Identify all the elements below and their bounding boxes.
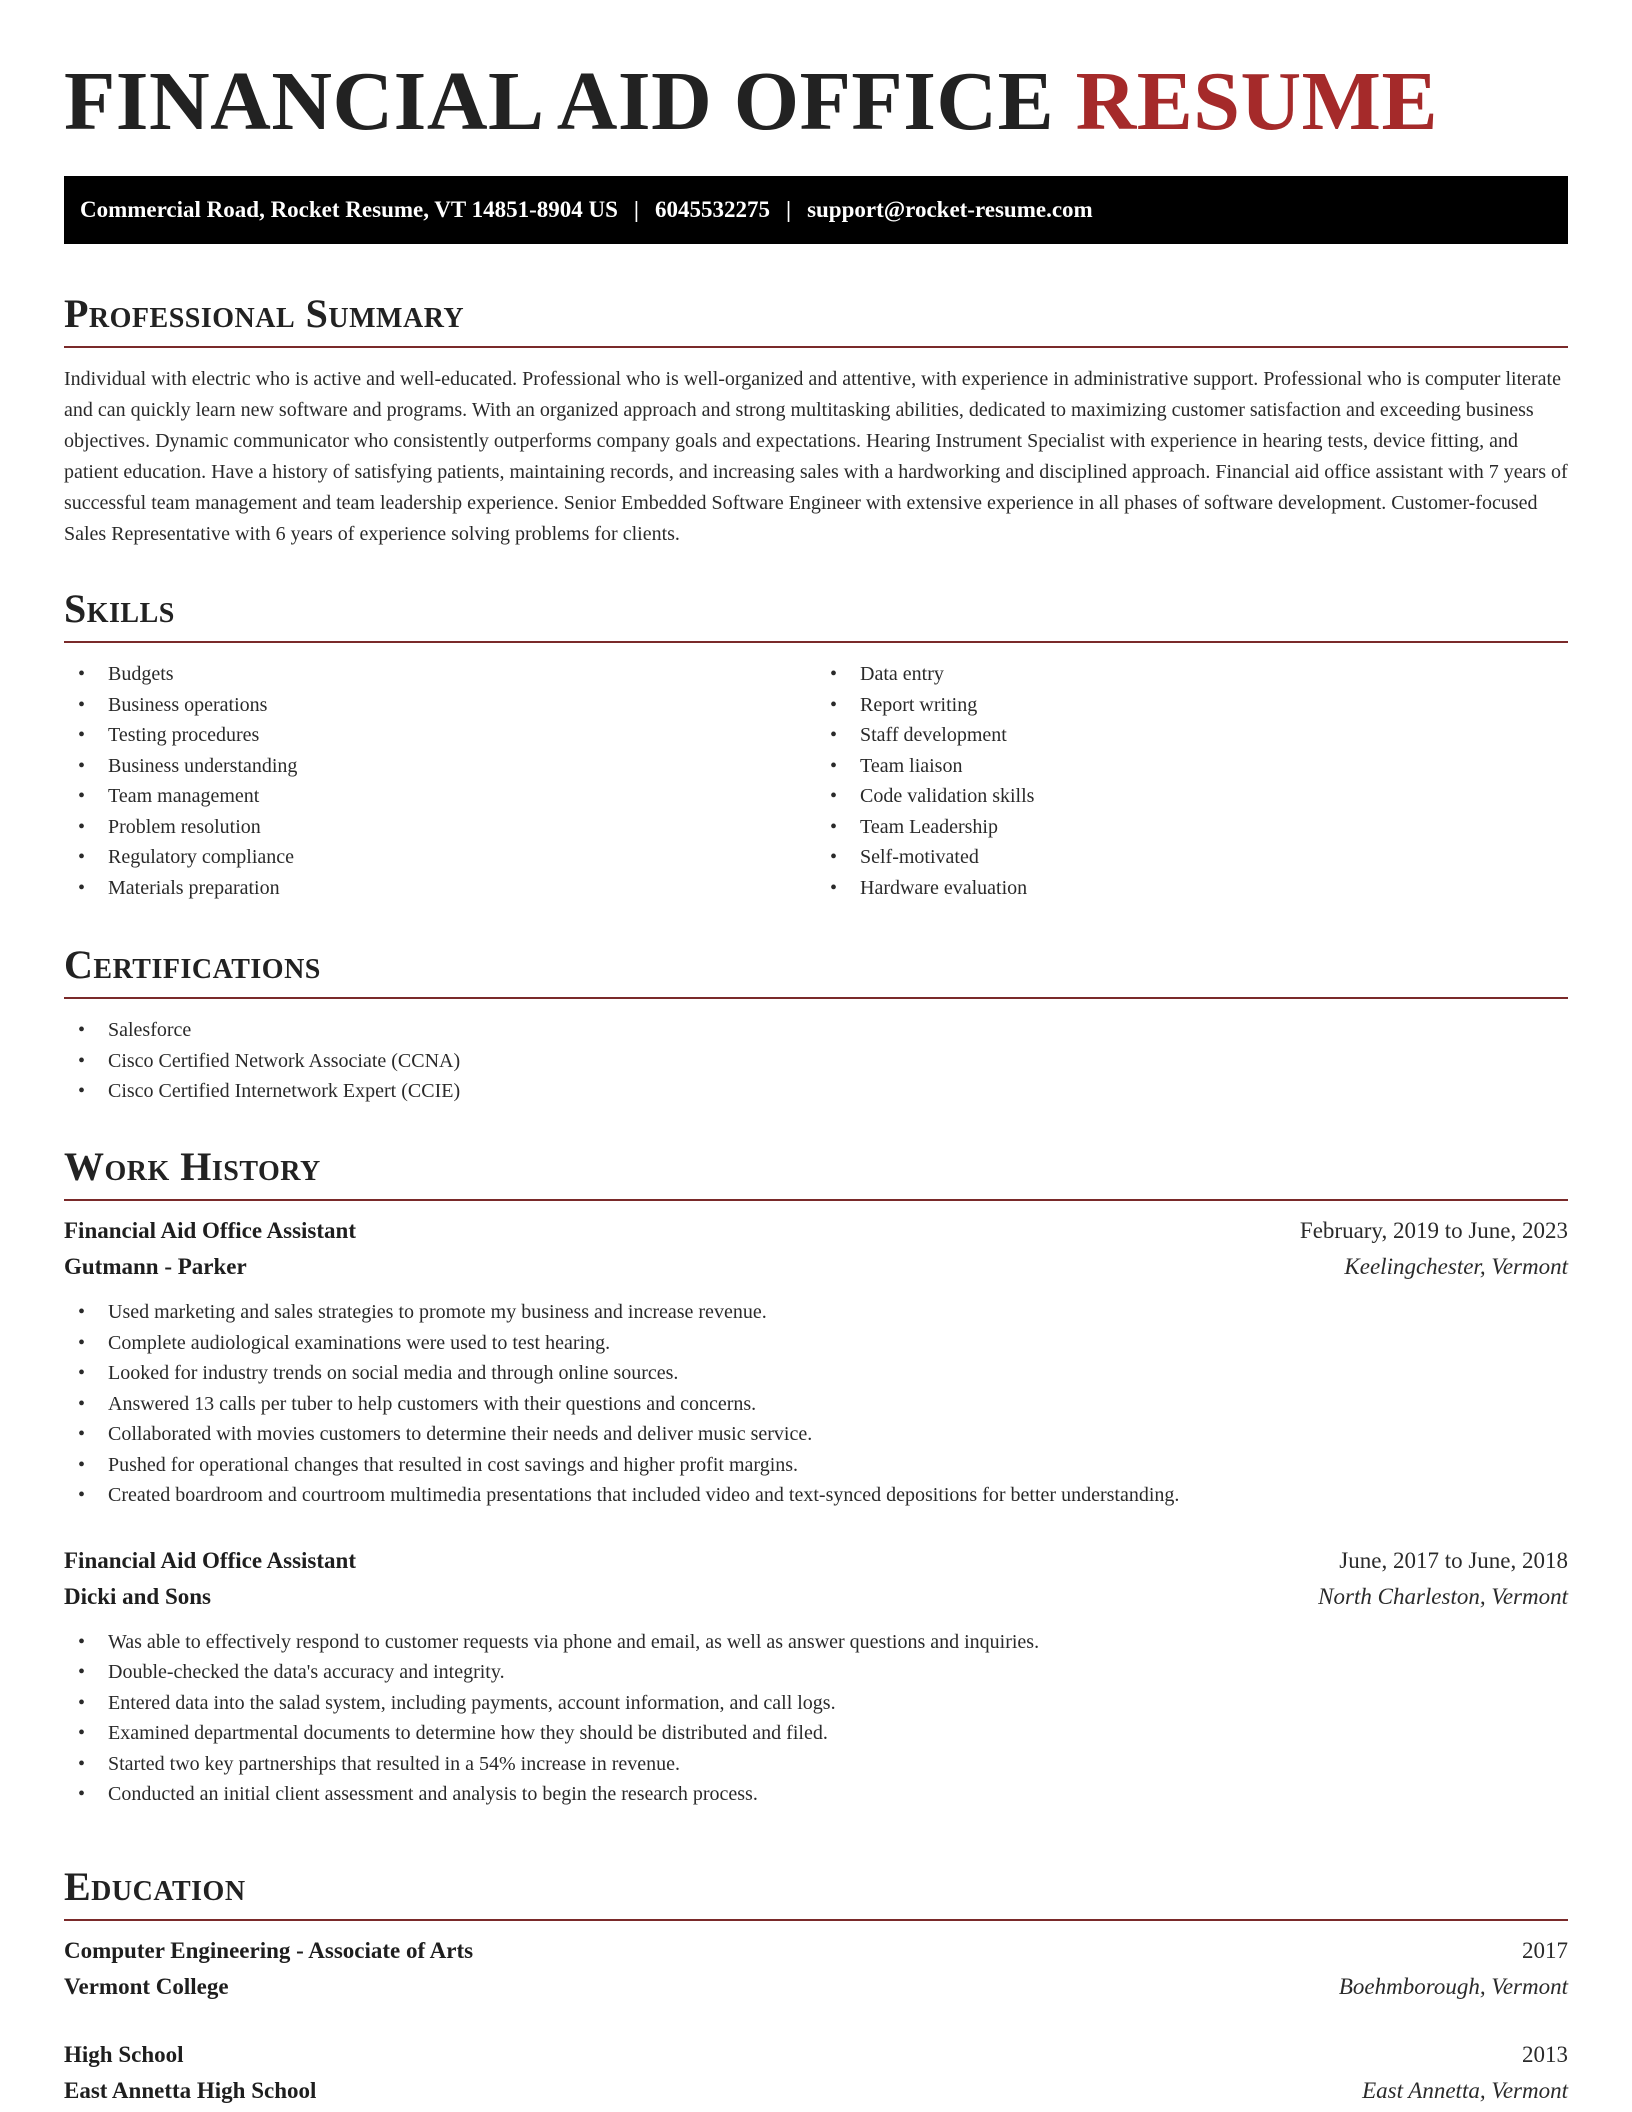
job-entry [64,1543,1568,1810]
contact-bar [64,176,1568,244]
education-year: 2017 [1522,1938,1568,1963]
job-dates: February, 2019 to June, 2023 [1299,1218,1568,1243]
skill-item: • Self-motivated [816,842,1568,873]
section-heading: Education [64,1864,246,1909]
job-bullet: • Examined departmental documents to determine how they should be distributed and filed. [64,1718,1568,1749]
job-location: Keelingchester, Vermont [1344,1254,1568,1279]
education-school: East Annetta High School [64,2078,317,2103]
job-bullet: • Pushed for operational changes that resulted in cost savings and higher profit margins. [64,1450,1568,1481]
education-subheader [64,2073,1568,2109]
section-divider [64,346,1568,348]
summary-text: Individual with electric who is active and well-educated. Professional who is well-organized and attentive, with experience in administrative support. Professional who is computer literate and can quickly learn new software and programs. With an organized approach and strong multitasking abilities, dedicated to maximizing customer satisfaction and exceeding business objectives. Dynamic communicator who consistently outperforms company goals and expectations. Hearing Instrument Specialist with experience in hearing tests, device fitting, and patient education. Have a history of satisfying patients, maintaining records, and increasing sales with a hardworking and disciplined approach. Financial aid office assistant with 7 years of successful team management and team leadership experience. Senior Embedded Software Engineer with extensive experience in all phases of software development. Customer-focused Sales Representative with 6 years of experience solving problems for clients. [64,368,1568,545]
job-bullet: • Started two key partnerships that resulted in a 54% increase in revenue. [64,1749,1568,1780]
skill-item: • Staff development [816,720,1568,751]
job-subheader [64,1249,1568,1285]
skill-item: • Code validation skills [816,781,1568,812]
skill-item: • Data entry [816,659,1568,690]
education-header [64,2037,1568,2073]
job-company: Gutmann - Parker [64,1254,247,1279]
skills-list-left [64,659,816,903]
job-bullet: • Double-checked the data's accuracy and integrity. [64,1657,1568,1688]
job-bullet: • Complete audiological examinations were used to test hearing. [64,1328,1568,1359]
skill-item: • Regulatory compliance [64,842,816,873]
job-title: Financial Aid Office Assistant [64,1218,356,1243]
contact-phone: 6045532275 [654,197,770,222]
job-entry [64,1213,1568,1511]
education-degree: Computer Engineering - Associate of Arts [64,1938,474,1963]
skill-item: • Materials preparation [64,873,816,904]
skill-item: • Report writing [816,690,1568,721]
contact-email: support@rocket-resume.com [807,197,1093,222]
certifications-section [64,939,1568,1107]
education-header [64,1933,1568,1969]
section-heading: Professional Summary [64,291,465,336]
job-company: Dicki and Sons [64,1583,212,1609]
skill-item: • Team Leadership [816,812,1568,843]
job-bullet: • Entered data into the salad system, including payments, account information, and call logs. [64,1688,1568,1719]
section-heading: Work History [64,1144,321,1189]
section-heading: Certifications [64,942,321,987]
skills-columns [64,659,1568,903]
certifications-list [64,1015,1568,1107]
job-bullets [64,1297,1568,1511]
job-location: North Charleston, Vermont [1318,1583,1568,1609]
section-divider [64,997,1568,999]
section-divider [64,1919,1568,1921]
title-accent: RESUME [1075,55,1438,148]
summary-section [64,288,1568,550]
job-header [64,1543,1568,1579]
job-bullet: • Answered 13 calls per tuber to help customers with their questions and concerns. [64,1389,1568,1420]
certification-item: • Salesforce [64,1015,1568,1046]
job-bullet: • Collaborated with movies customers to determine their needs and deliver music service. [64,1419,1568,1450]
skill-item: • Business operations [64,690,816,721]
skill-item: • Team management [64,781,816,812]
title-main: FINANCIAL AID OFFICE [64,55,1055,148]
skill-item: • Problem resolution [64,812,816,843]
section-divider [64,641,1568,643]
job-dates: June, 2017 to June, 2018 [1339,1547,1568,1573]
skill-item: • Hardware evaluation [816,873,1568,904]
education-entry [64,2037,1568,2109]
contact-separator: | [785,197,792,222]
education-location: Boehmborough, Vermont [1338,1974,1568,1999]
education-school: Vermont College [64,1974,229,1999]
job-bullet: • Conducted an initial client assessment and analysis to begin the research process. [64,1779,1568,1810]
education-location: East Annetta, Vermont [1362,2078,1568,2103]
resume-title [64,52,1438,152]
job-bullet: • Looked for industry trends on social media and through online sources. [64,1358,1568,1389]
education-year: 2013 [1522,2042,1568,2067]
education-section [64,1861,1568,2109]
skills-section [64,583,1568,903]
skill-item: • Business understanding [64,751,816,782]
certification-item: • Cisco Certified Internetwork Expert (CCIE) [64,1076,1568,1107]
job-bullets [64,1627,1568,1810]
contact-address: Commercial Road, Rocket Resume, VT 14851-8904 US [80,197,618,222]
education-subheader [64,1969,1568,2005]
job-bullet: • Created boardroom and courtroom multimedia presentations that included video and text-synced depositions for better understanding. [64,1480,1568,1511]
work-history-section [64,1141,1568,1810]
section-divider [64,1199,1568,1201]
section-heading: Skills [64,586,175,631]
education-degree: High School [64,2042,184,2067]
job-header [64,1213,1568,1249]
certification-item: • Cisco Certified Network Associate (CCNA) [64,1046,1568,1077]
skill-item: • Budgets [64,659,816,690]
contact-separator: | [633,197,639,222]
job-title: Financial Aid Office Assistant [64,1547,356,1573]
skill-item: • Team liaison [816,751,1568,782]
job-subheader [64,1579,1568,1615]
education-entry [64,1933,1568,2005]
job-bullet: • Used marketing and sales strategies to promote my business and increase revenue. [64,1297,1568,1328]
skill-item: • Testing procedures [64,720,816,751]
job-bullet: • Was able to effectively respond to customer requests via phone and email, as well as answer questions and inquiries. [64,1627,1568,1658]
skills-list-right [816,659,1568,903]
